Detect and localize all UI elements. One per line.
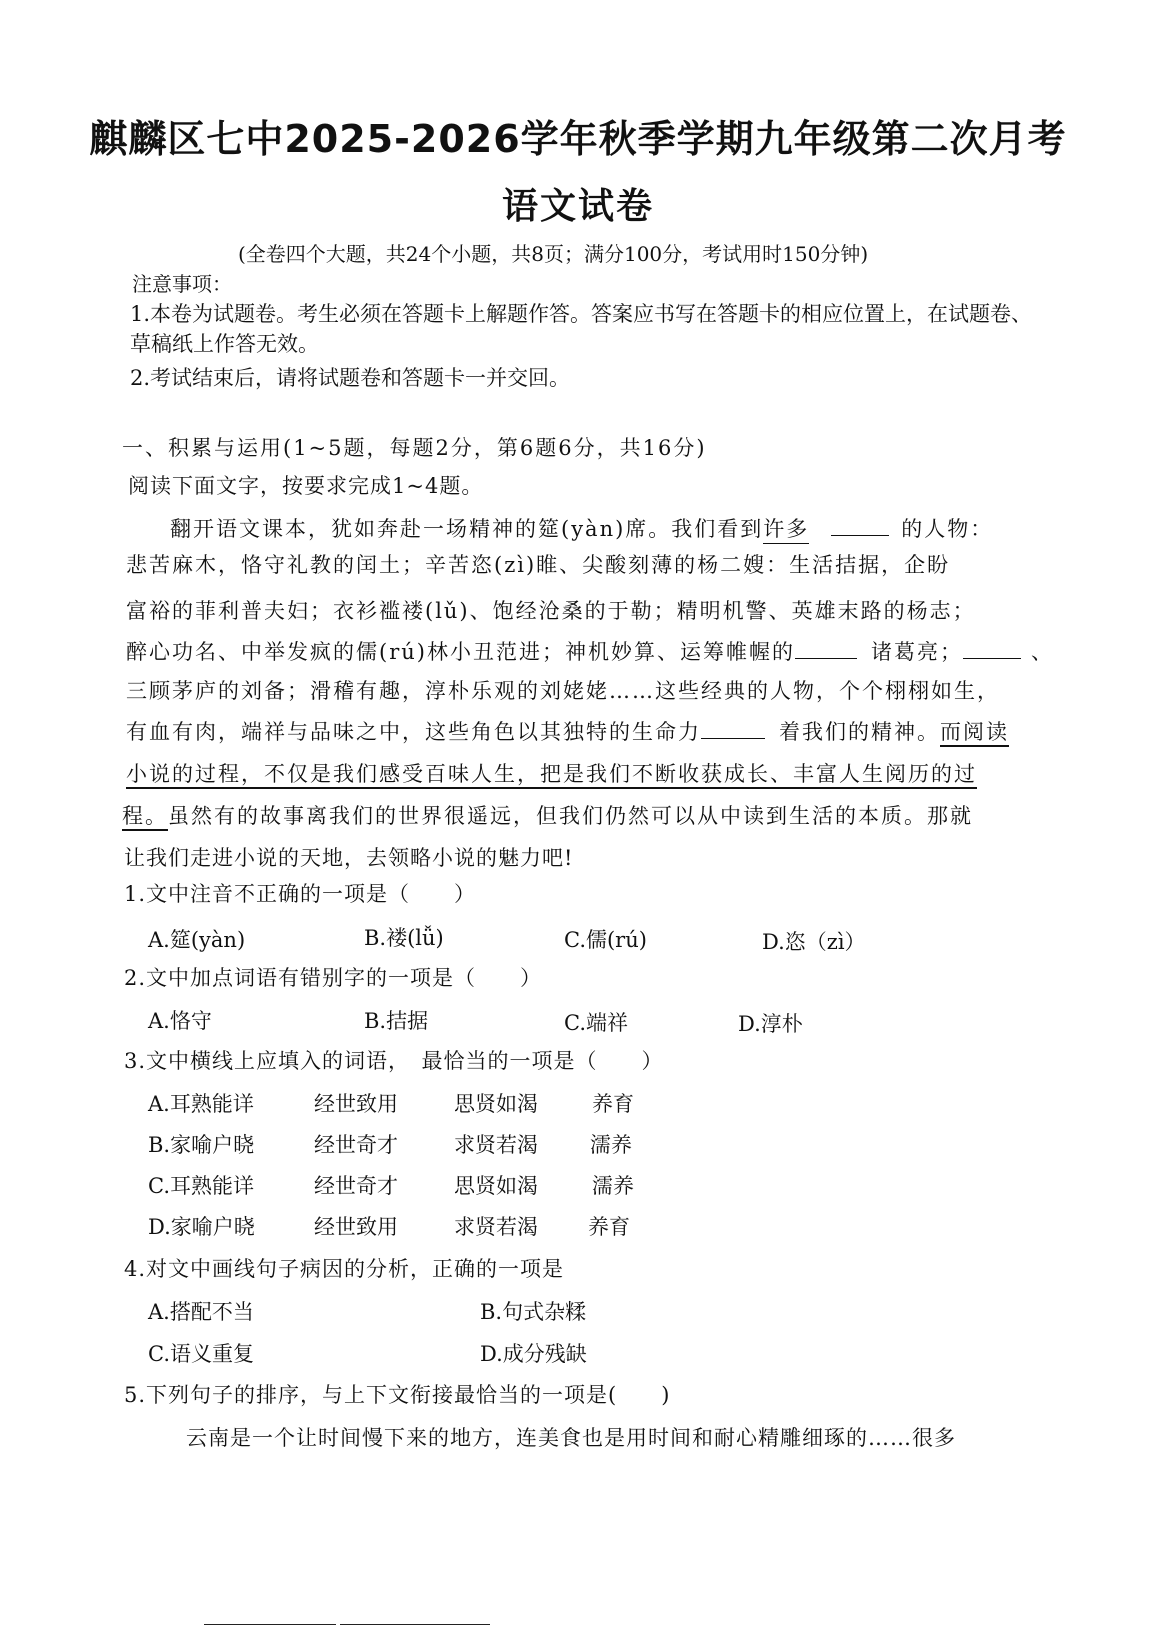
q3-a-word-2: 经世致用 <box>314 1092 398 1116</box>
passage-line-6 <box>126 716 1009 746</box>
q3-d-word-3: 求贤若渴 <box>454 1215 538 1239</box>
q3-b-word-4: 濡养 <box>590 1133 632 1157</box>
q3-option-c <box>148 1170 634 1200</box>
section-instruction: 阅读下面文字，按要求完成1~4题。 <box>128 474 484 498</box>
notice-heading: 注意事项： <box>132 272 232 296</box>
q2-option-d: D.淳朴 <box>738 1012 803 1036</box>
passage-text: 诸葛亮； <box>870 640 963 664</box>
q4-option-c: C.语义重复 <box>148 1342 254 1366</box>
q3-option-b <box>148 1129 632 1159</box>
q4-option-d: D.成分残缺 <box>480 1342 587 1366</box>
q3-option-d <box>148 1211 630 1241</box>
q3-c-word-4: 濡养 <box>592 1174 634 1198</box>
q3-c-word-3: 思贤如渴 <box>454 1174 538 1198</box>
q3-c-word-2: 经世奇才 <box>314 1174 398 1198</box>
passage-line-1 <box>170 513 993 543</box>
q3-b-word-2: 经世奇才 <box>314 1133 398 1157</box>
passage-text: 虽然有的故事离我们的世界很遥远，但我们仍然可以从中读到生活的本质。那就 <box>168 804 973 828</box>
passage-line-5: 三顾茅庐的刘备；滑稽有趣，淳朴乐观的刘姥姥……这些经典的人物，个个栩栩如生， <box>126 679 1000 703</box>
question-5-stem: 5.下列句子的排序，与上下文衔接最恰当的一项是( ) <box>124 1383 671 1407</box>
passage-text: 翻开语文课本，犹如奔赴一场精神的筵(yàn)席。我们看到 <box>170 517 764 541</box>
blank-1-line <box>831 517 889 536</box>
question-1-stem: 1.文中注音不正确的一项是（ ） <box>124 882 477 906</box>
question-4-stem: 4.对文中画线句子病因的分析，正确的一项是 <box>124 1257 565 1281</box>
q3-a-word-3: 思贤如渴 <box>454 1092 538 1116</box>
q1-option-c: C.儒(rú) <box>564 928 647 952</box>
footer-rule-right <box>340 1624 490 1625</box>
q2-option-b: B.拮据 <box>364 1009 429 1033</box>
q3-a-word-1: A.耳熟能详 <box>148 1092 254 1116</box>
q3-a-word-4: 养育 <box>592 1092 634 1116</box>
notice-item-1: 1.本卷为试题卷。考生必须在答题卡上解题作答。答案应书写在答题卡的相应位置上，在试题卷、 <box>130 302 1033 326</box>
blank-1-text: 许多 <box>763 513 809 544</box>
q3-c-word-1: C.耳熟能详 <box>148 1174 254 1198</box>
passage-line-8 <box>122 800 973 830</box>
q2-option-c: C.端祥 <box>564 1011 628 1035</box>
underlined-sentence-start: 而阅读 <box>940 720 1009 744</box>
q3-d-word-1: D.家喻户晓 <box>148 1215 255 1239</box>
passage-text: 有血有肉，端祥与品味之中，这些角色以其独特的生命力 <box>126 720 701 744</box>
q3-option-a <box>148 1088 634 1118</box>
q2-option-a: A.恪守 <box>148 1009 212 1033</box>
footer-rule-left <box>204 1624 336 1625</box>
passage-line-3: 富裕的菲利普夫妇；衣衫褴褛(lǔ)、饱经沧桑的于勒；精明机警、英雄末路的杨志； <box>126 599 976 623</box>
passage-line-2: 悲苦麻木，恪守礼教的闰土；辛苦恣(zì)睢、尖酸刻薄的杨二嫂：生活拮据，企盼 <box>126 553 951 577</box>
q4-option-a: A.搭配不当 <box>148 1300 254 1324</box>
exam-title: 麒麟区七中2025-2026学年秋季学期九年级第二次月考 <box>89 117 1067 161</box>
q3-b-word-1: B.家喻户晓 <box>148 1133 255 1157</box>
passage-text: 醉心功名、中举发疯的儒(rú)林小丑范进；神机妙算、运筹帷幄的 <box>126 640 795 664</box>
q3-d-word-4: 养育 <box>588 1215 630 1239</box>
passage-text: 、 <box>1030 640 1054 664</box>
passage-line-9: 让我们走进小说的天地，去领略小说的魅力吧! <box>124 846 574 870</box>
question-5-passage: 云南是一个让时间慢下来的地方，连美食也是用时间和耐心精雕细琢的……很多 <box>186 1426 956 1450</box>
blank-3 <box>963 640 1021 659</box>
passage-line-4 <box>126 636 1054 666</box>
exam-info: (全卷四个大题，共24个小题，共8页；满分100分，考试用时150分钟) <box>238 242 869 266</box>
blank-4 <box>701 720 765 739</box>
passage-text: 的人物： <box>901 517 994 541</box>
exam-subtitle: 语文试卷 <box>501 186 654 227</box>
question-3-stem: 3.文中横线上应填入的词语， 最恰当的一项是（ ） <box>124 1049 664 1073</box>
passage-text: 着我们的精神。 <box>779 720 940 744</box>
q1-option-d: D.恣（zì） <box>762 930 866 954</box>
notice-item-2: 2.考试结束后，请将试题卷和答题卡一并交回。 <box>130 366 571 390</box>
q4-option-b: B.句式杂糅 <box>480 1300 587 1324</box>
q3-b-word-3: 求贤若渴 <box>454 1133 538 1157</box>
passage-line-7: 小说的过程，不仅是我们感受百味人生，把是我们不断收获成长、丰富人生阅历的过 <box>126 762 977 786</box>
notice-item-1-cont: 草稿纸上作答无效。 <box>130 332 319 356</box>
q3-d-word-2: 经世致用 <box>314 1215 398 1239</box>
question-2-stem: 2.文中加点词语有错别字的一项是（ ） <box>124 966 543 990</box>
underlined-sentence-end: 程。 <box>122 804 168 828</box>
blank-1 <box>763 513 831 541</box>
blank-2 <box>795 640 857 659</box>
section-heading: 一、积累与运用(1~5题，每题2分，第6题6分，共16分) <box>122 436 707 460</box>
q1-option-a: A.筵(yàn) <box>148 928 246 952</box>
q1-option-b: B.褛(lǚ) <box>364 926 444 950</box>
